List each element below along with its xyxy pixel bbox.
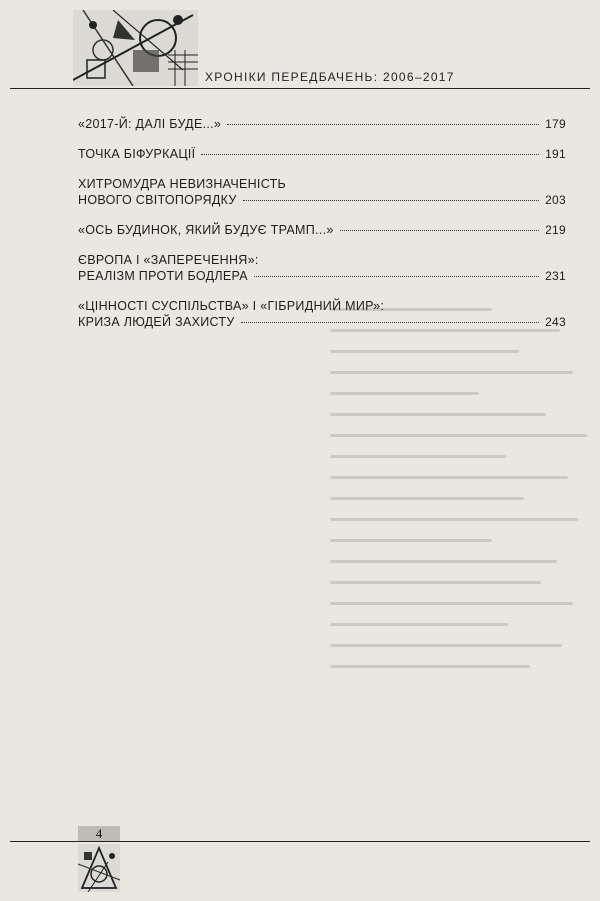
table-of-contents [78,110,566,330]
leader-dots [340,230,539,231]
toc-entry[interactable] [78,116,566,132]
toc-entry-title: «ЦІННОСТІ СУСПІЛЬСТВА» І «ГІБРИДНИЙ МИР»: [78,299,385,313]
abstract-geometric-art-icon [73,10,198,86]
toc-entry[interactable] [78,298,566,330]
toc-entry[interactable] [78,146,566,162]
abstract-geometric-art-icon [78,844,120,892]
toc-entry-title: НОВОГО СВІТОПОРЯДКУ [78,193,237,207]
toc-entry[interactable] [78,222,566,238]
leader-dots [241,322,539,323]
toc-entry-title: ЄВРОПА І «ЗАПЕРЕЧЕННЯ»: [78,253,259,267]
toc-page-number: 243 [545,315,566,329]
toc-page-number: 231 [545,269,566,283]
toc-entry-title: ТОЧКА БІФУРКАЦІЇ [78,147,196,161]
toc-entry-title: РЕАЛІЗМ ПРОТИ БОДЛЕРА [78,269,248,283]
leader-dots [243,200,539,201]
leader-dots [201,154,539,155]
toc-page-number: 179 [545,117,566,131]
toc-entry[interactable] [78,252,566,284]
page-number: 4 [78,826,120,841]
toc-page-number: 203 [545,193,566,207]
show-through-text [330,290,600,810]
toc-entry-title: КРИЗА ЛЮДЕЙ ЗАХИСТУ [78,315,235,329]
leader-dots [254,276,539,277]
toc-entry-title: «ОСЬ БУДИНОК, ЯКИЙ БУДУЄ ТРАМП...» [78,223,334,237]
toc-entry[interactable] [78,176,566,208]
header-divider [10,88,590,89]
toc-entry-title: ХИТРОМУДРА НЕВИЗНАЧЕНІСТЬ [78,177,287,191]
toc-page-number: 219 [545,223,566,237]
running-title: ХРОНІКИ ПЕРЕДБАЧЕНЬ: 2006–2017 [205,70,455,84]
leader-dots [227,124,539,125]
footer-divider [10,841,590,842]
toc-entry-title: «2017-Й: ДАЛІ БУДЕ...» [78,117,222,131]
toc-page-number: 191 [545,147,566,161]
